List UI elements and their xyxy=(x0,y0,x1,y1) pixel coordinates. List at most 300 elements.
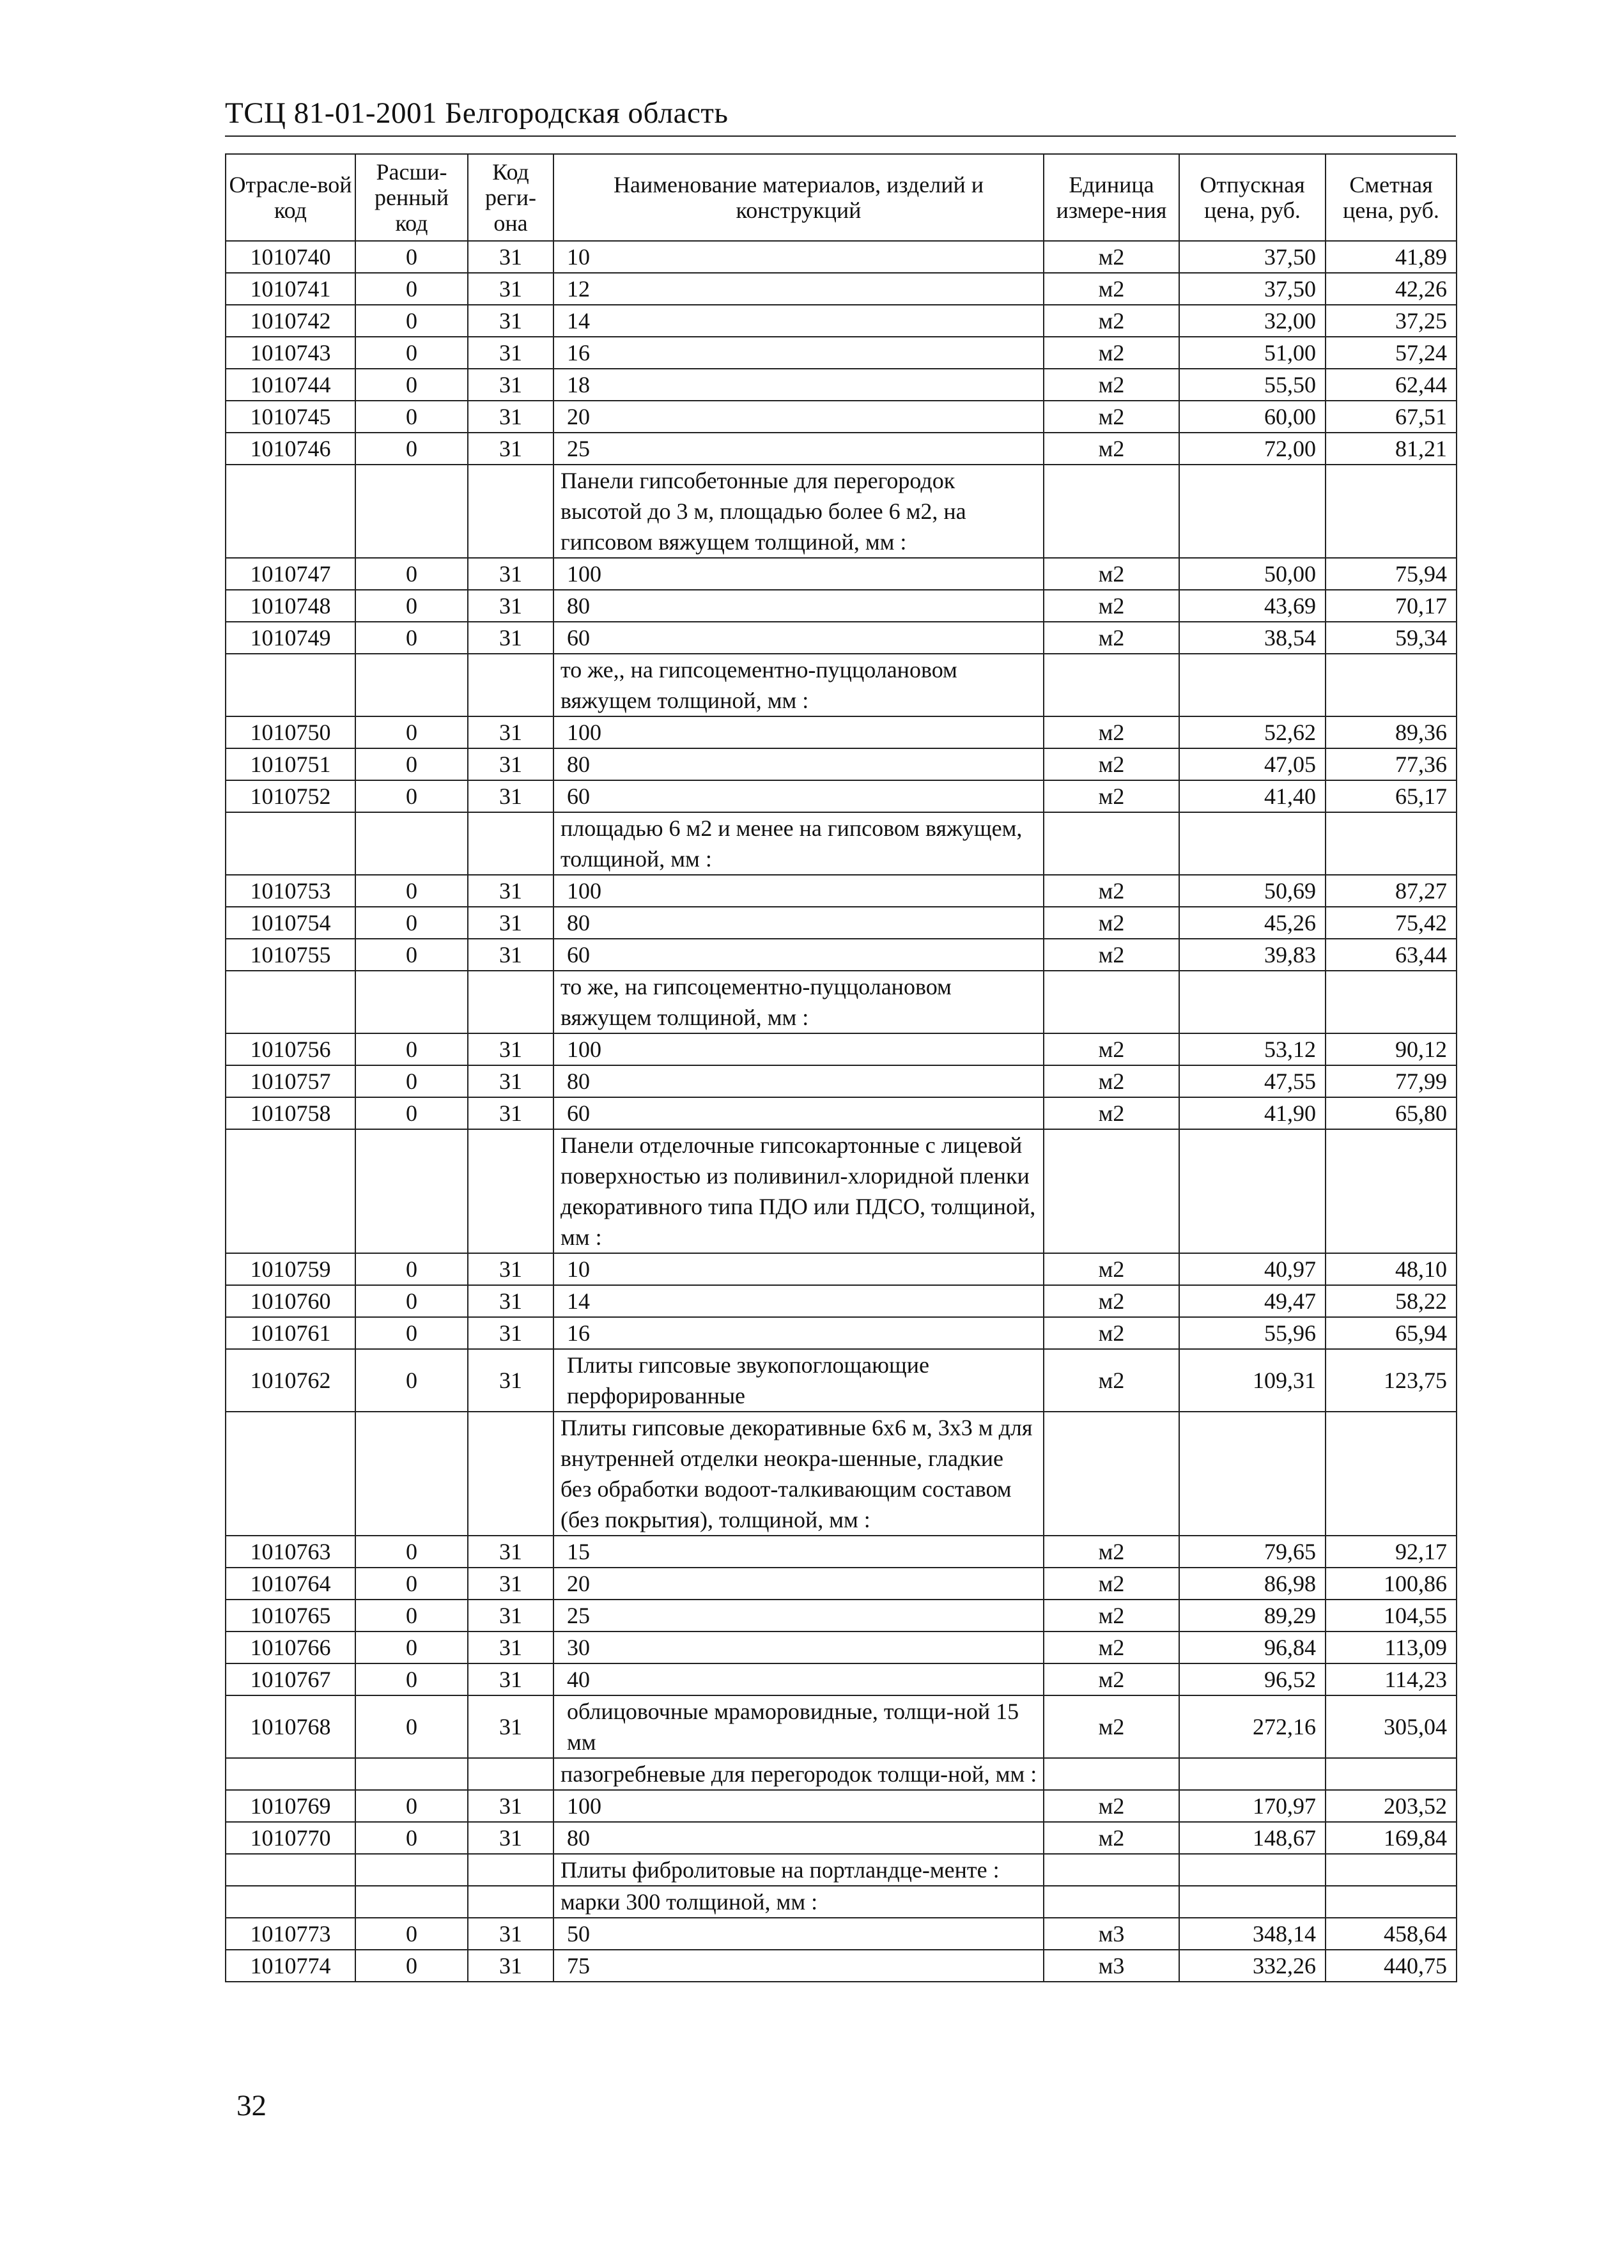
cell-region-code: 31 xyxy=(468,1600,553,1632)
cell-extended-code: 0 xyxy=(355,1568,468,1600)
cell-region-code: 31 xyxy=(468,401,553,433)
table-row xyxy=(226,401,1457,433)
cell-material-name: 80 xyxy=(553,748,1044,780)
cell-branch-code xyxy=(226,654,355,716)
cell-extended-code: 0 xyxy=(355,716,468,748)
cell-extended-code: 0 xyxy=(355,1285,468,1317)
cell-unit: м2 xyxy=(1044,1600,1179,1632)
table-row xyxy=(226,1253,1457,1285)
table-row xyxy=(226,1097,1457,1129)
cell-release-price: 60,00 xyxy=(1179,401,1326,433)
cell-extended-code xyxy=(355,1412,468,1536)
cell-material-name: площадью 6 м2 и менее на гипсовом вяжущем, толщиной, мм : xyxy=(553,812,1044,875)
table-row xyxy=(226,748,1457,780)
column-header-estimate-price: Сметная цена, руб. xyxy=(1326,154,1457,241)
cell-unit: м2 xyxy=(1044,1253,1179,1285)
cell-extended-code xyxy=(355,1886,468,1918)
cell-unit xyxy=(1044,1758,1179,1790)
cell-region-code xyxy=(468,812,553,875)
cell-extended-code: 0 xyxy=(355,401,468,433)
table-row xyxy=(226,337,1457,369)
cell-material-name: 100 xyxy=(553,875,1044,907)
cell-release-price: 37,50 xyxy=(1179,241,1326,273)
column-header-unit: Единица измере-ния xyxy=(1044,154,1179,241)
cell-region-code: 31 xyxy=(468,337,553,369)
table-row xyxy=(226,1285,1457,1317)
cell-estimate-price xyxy=(1326,1129,1457,1253)
cell-extended-code xyxy=(355,812,468,875)
cell-extended-code: 0 xyxy=(355,780,468,812)
cell-material-name: 75 xyxy=(553,1950,1044,1982)
cell-estimate-price: 62,44 xyxy=(1326,369,1457,401)
cell-unit: м2 xyxy=(1044,1790,1179,1822)
section-heading-row xyxy=(226,812,1457,875)
column-header-extended-code: Расши-ренный код xyxy=(355,154,468,241)
cell-region-code: 31 xyxy=(468,780,553,812)
cell-release-price: 49,47 xyxy=(1179,1285,1326,1317)
cell-region-code: 31 xyxy=(468,241,553,273)
cell-branch-code: 1010767 xyxy=(226,1663,355,1695)
cell-unit: м2 xyxy=(1044,558,1179,590)
cell-unit: м2 xyxy=(1044,780,1179,812)
section-heading-row xyxy=(226,971,1457,1033)
cell-extended-code: 0 xyxy=(355,1822,468,1854)
cell-region-code: 31 xyxy=(468,1536,553,1568)
cell-estimate-price: 100,86 xyxy=(1326,1568,1457,1600)
cell-material-name: 80 xyxy=(553,590,1044,622)
cell-material-name: Панели отделочные гипсокартонные с лицевой поверхностью из поливинил-хлоридной пленки декоративного типа ПДО или ПДСО, толщиной, мм : xyxy=(553,1129,1044,1253)
cell-branch-code: 1010743 xyxy=(226,337,355,369)
cell-release-price xyxy=(1179,1854,1326,1886)
cell-release-price: 37,50 xyxy=(1179,273,1326,305)
table-row xyxy=(226,433,1457,465)
cell-region-code: 31 xyxy=(468,1822,553,1854)
cell-region-code: 31 xyxy=(468,558,553,590)
cell-unit: м2 xyxy=(1044,1536,1179,1568)
cell-material-name: 12 xyxy=(553,273,1044,305)
cell-extended-code: 0 xyxy=(355,558,468,590)
table-row xyxy=(226,1065,1457,1097)
cell-region-code xyxy=(468,971,553,1033)
cell-branch-code xyxy=(226,1129,355,1253)
cell-estimate-price: 48,10 xyxy=(1326,1253,1457,1285)
cell-extended-code xyxy=(355,1758,468,1790)
cell-extended-code xyxy=(355,971,468,1033)
table-row xyxy=(226,1918,1457,1950)
cell-estimate-price xyxy=(1326,1886,1457,1918)
cell-region-code: 31 xyxy=(468,1568,553,1600)
cell-extended-code: 0 xyxy=(355,273,468,305)
cell-region-code: 31 xyxy=(468,939,553,971)
cell-material-name: 30 xyxy=(553,1632,1044,1663)
cell-material-name: 14 xyxy=(553,305,1044,337)
cell-release-price xyxy=(1179,465,1326,558)
cell-release-price: 348,14 xyxy=(1179,1918,1326,1950)
cell-branch-code xyxy=(226,1886,355,1918)
cell-branch-code: 1010760 xyxy=(226,1285,355,1317)
cell-estimate-price xyxy=(1326,971,1457,1033)
table-row xyxy=(226,1349,1457,1412)
cell-estimate-price: 75,42 xyxy=(1326,907,1457,939)
cell-extended-code: 0 xyxy=(355,1253,468,1285)
cell-estimate-price: 305,04 xyxy=(1326,1695,1457,1758)
cell-extended-code: 0 xyxy=(355,1632,468,1663)
cell-extended-code: 0 xyxy=(355,1695,468,1758)
cell-extended-code: 0 xyxy=(355,1790,468,1822)
cell-extended-code: 0 xyxy=(355,590,468,622)
cell-estimate-price: 87,27 xyxy=(1326,875,1457,907)
table-row xyxy=(226,305,1457,337)
cell-estimate-price: 90,12 xyxy=(1326,1033,1457,1065)
cell-material-name: 40 xyxy=(553,1663,1044,1695)
cell-region-code xyxy=(468,654,553,716)
cell-region-code: 31 xyxy=(468,622,553,654)
cell-unit xyxy=(1044,1412,1179,1536)
cell-material-name: 80 xyxy=(553,1822,1044,1854)
cell-region-code: 31 xyxy=(468,748,553,780)
cell-estimate-price: 57,24 xyxy=(1326,337,1457,369)
cell-region-code: 31 xyxy=(468,1695,553,1758)
cell-branch-code: 1010773 xyxy=(226,1918,355,1950)
cell-estimate-price: 92,17 xyxy=(1326,1536,1457,1568)
cell-extended-code: 0 xyxy=(355,1349,468,1412)
cell-release-price xyxy=(1179,1129,1326,1253)
cell-branch-code: 1010765 xyxy=(226,1600,355,1632)
cell-region-code xyxy=(468,465,553,558)
cell-release-price: 79,65 xyxy=(1179,1536,1326,1568)
cell-unit xyxy=(1044,971,1179,1033)
cell-region-code: 31 xyxy=(468,1918,553,1950)
cell-region-code: 31 xyxy=(468,907,553,939)
cell-estimate-price xyxy=(1326,654,1457,716)
cell-branch-code: 1010769 xyxy=(226,1790,355,1822)
cell-branch-code: 1010755 xyxy=(226,939,355,971)
page-number: 32 xyxy=(236,2089,267,2122)
cell-extended-code: 0 xyxy=(355,433,468,465)
table-row xyxy=(226,1790,1457,1822)
cell-estimate-price: 77,36 xyxy=(1326,748,1457,780)
cell-unit: м2 xyxy=(1044,1695,1179,1758)
cell-region-code: 31 xyxy=(468,433,553,465)
table-row xyxy=(226,875,1457,907)
cell-extended-code xyxy=(355,654,468,716)
cell-region-code: 31 xyxy=(468,1065,553,1097)
table-row xyxy=(226,241,1457,273)
cell-release-price: 39,83 xyxy=(1179,939,1326,971)
cell-region-code: 31 xyxy=(468,1632,553,1663)
cell-release-price: 55,50 xyxy=(1179,369,1326,401)
table-row xyxy=(226,1317,1457,1349)
cell-branch-code: 1010766 xyxy=(226,1632,355,1663)
cell-estimate-price: 65,17 xyxy=(1326,780,1457,812)
cell-extended-code: 0 xyxy=(355,907,468,939)
cell-release-price: 55,96 xyxy=(1179,1317,1326,1349)
table-row xyxy=(226,907,1457,939)
cell-material-name: 100 xyxy=(553,558,1044,590)
table-row xyxy=(226,1600,1457,1632)
table-body xyxy=(226,241,1457,1982)
cell-unit: м2 xyxy=(1044,1632,1179,1663)
cell-branch-code: 1010742 xyxy=(226,305,355,337)
cell-region-code: 31 xyxy=(468,1285,553,1317)
cell-release-price: 96,84 xyxy=(1179,1632,1326,1663)
table-row xyxy=(226,1632,1457,1663)
cell-unit xyxy=(1044,1886,1179,1918)
cell-release-price: 45,26 xyxy=(1179,907,1326,939)
cell-release-price: 41,40 xyxy=(1179,780,1326,812)
column-header-release-price: Отпускная цена, руб. xyxy=(1179,154,1326,241)
column-header-material-name: Наименование материалов, изделий и конструкций xyxy=(553,154,1044,241)
table-header-row xyxy=(226,154,1457,241)
cell-branch-code: 1010750 xyxy=(226,716,355,748)
cell-estimate-price: 70,17 xyxy=(1326,590,1457,622)
cell-material-name: 50 xyxy=(553,1918,1044,1950)
cell-extended-code: 0 xyxy=(355,1600,468,1632)
cell-estimate-price: 41,89 xyxy=(1326,241,1457,273)
cell-branch-code: 1010747 xyxy=(226,558,355,590)
cell-region-code xyxy=(468,1129,553,1253)
cell-extended-code: 0 xyxy=(355,939,468,971)
cell-estimate-price: 37,25 xyxy=(1326,305,1457,337)
cell-branch-code: 1010752 xyxy=(226,780,355,812)
cell-unit: м3 xyxy=(1044,1918,1179,1950)
cell-region-code: 31 xyxy=(468,1663,553,1695)
cell-material-name: 16 xyxy=(553,337,1044,369)
price-table xyxy=(225,153,1457,1982)
cell-material-name: 25 xyxy=(553,1600,1044,1632)
cell-release-price: 109,31 xyxy=(1179,1349,1326,1412)
cell-release-price: 47,55 xyxy=(1179,1065,1326,1097)
cell-estimate-price: 440,75 xyxy=(1326,1950,1457,1982)
cell-unit: м2 xyxy=(1044,1317,1179,1349)
cell-branch-code: 1010744 xyxy=(226,369,355,401)
cell-release-price: 148,67 xyxy=(1179,1822,1326,1854)
cell-branch-code: 1010758 xyxy=(226,1097,355,1129)
table-row xyxy=(226,1033,1457,1065)
cell-extended-code: 0 xyxy=(355,241,468,273)
table-row xyxy=(226,369,1457,401)
cell-branch-code xyxy=(226,465,355,558)
cell-estimate-price xyxy=(1326,1854,1457,1886)
cell-release-price: 272,16 xyxy=(1179,1695,1326,1758)
cell-branch-code: 1010751 xyxy=(226,748,355,780)
cell-unit: м2 xyxy=(1044,1033,1179,1065)
cell-branch-code xyxy=(226,1854,355,1886)
cell-branch-code xyxy=(226,1412,355,1536)
cell-release-price: 47,05 xyxy=(1179,748,1326,780)
table-row xyxy=(226,273,1457,305)
cell-release-price: 52,62 xyxy=(1179,716,1326,748)
section-heading-row xyxy=(226,654,1457,716)
section-heading-row xyxy=(226,1412,1457,1536)
table-row xyxy=(226,939,1457,971)
cell-unit: м2 xyxy=(1044,1065,1179,1097)
cell-unit: м2 xyxy=(1044,939,1179,971)
column-header-branch-code: Отрасле-вой код xyxy=(226,154,355,241)
cell-estimate-price: 123,75 xyxy=(1326,1349,1457,1412)
table-row xyxy=(226,590,1457,622)
cell-estimate-price: 89,36 xyxy=(1326,716,1457,748)
cell-material-name: Плиты фибролитовые на портландце-менте : xyxy=(553,1854,1044,1886)
table-row xyxy=(226,1536,1457,1568)
cell-material-name: 60 xyxy=(553,1097,1044,1129)
table-row xyxy=(226,558,1457,590)
cell-unit: м2 xyxy=(1044,622,1179,654)
cell-unit xyxy=(1044,812,1179,875)
cell-estimate-price: 77,99 xyxy=(1326,1065,1457,1097)
cell-estimate-price: 169,84 xyxy=(1326,1822,1457,1854)
cell-branch-code xyxy=(226,971,355,1033)
cell-unit: м2 xyxy=(1044,273,1179,305)
cell-extended-code: 0 xyxy=(355,1033,468,1065)
cell-region-code: 31 xyxy=(468,1033,553,1065)
cell-material-name: Плиты гипсовые декоративные 6х6 м, 3х3 м для внутренней отделки неокра-шенные, гладкие без обработки водоот-талкивающим составом (без покрытия), толщиной, мм : xyxy=(553,1412,1044,1536)
cell-release-price: 53,12 xyxy=(1179,1033,1326,1065)
section-heading-row xyxy=(226,465,1457,558)
cell-estimate-price: 58,22 xyxy=(1326,1285,1457,1317)
cell-unit: м2 xyxy=(1044,1568,1179,1600)
cell-material-name: 60 xyxy=(553,780,1044,812)
cell-extended-code: 0 xyxy=(355,748,468,780)
cell-release-price: 43,69 xyxy=(1179,590,1326,622)
cell-unit: м3 xyxy=(1044,1950,1179,1982)
cell-release-price: 41,90 xyxy=(1179,1097,1326,1129)
cell-extended-code: 0 xyxy=(355,1663,468,1695)
cell-release-price: 40,97 xyxy=(1179,1253,1326,1285)
cell-release-price xyxy=(1179,971,1326,1033)
cell-unit: м2 xyxy=(1044,1822,1179,1854)
cell-release-price xyxy=(1179,1412,1326,1536)
cell-release-price: 32,00 xyxy=(1179,305,1326,337)
cell-material-name: 10 xyxy=(553,1253,1044,1285)
cell-estimate-price: 42,26 xyxy=(1326,273,1457,305)
cell-region-code xyxy=(468,1886,553,1918)
cell-region-code: 31 xyxy=(468,1097,553,1129)
cell-unit: м2 xyxy=(1044,1285,1179,1317)
cell-release-price: 72,00 xyxy=(1179,433,1326,465)
cell-branch-code xyxy=(226,1758,355,1790)
cell-unit xyxy=(1044,465,1179,558)
cell-extended-code: 0 xyxy=(355,1065,468,1097)
cell-estimate-price: 458,64 xyxy=(1326,1918,1457,1950)
cell-unit: м2 xyxy=(1044,1663,1179,1695)
cell-material-name: 100 xyxy=(553,1033,1044,1065)
cell-region-code: 31 xyxy=(468,369,553,401)
cell-extended-code: 0 xyxy=(355,337,468,369)
cell-estimate-price xyxy=(1326,1758,1457,1790)
table-row xyxy=(226,1695,1457,1758)
cell-extended-code: 0 xyxy=(355,1950,468,1982)
cell-branch-code: 1010774 xyxy=(226,1950,355,1982)
cell-material-name: 15 xyxy=(553,1536,1044,1568)
cell-material-name: облицовочные мраморовидные, толщи-ной 15 мм xyxy=(553,1695,1044,1758)
table-row xyxy=(226,1822,1457,1854)
cell-material-name: 80 xyxy=(553,907,1044,939)
cell-branch-code: 1010757 xyxy=(226,1065,355,1097)
cell-branch-code: 1010745 xyxy=(226,401,355,433)
cell-material-name: 60 xyxy=(553,939,1044,971)
cell-estimate-price: 65,80 xyxy=(1326,1097,1457,1129)
cell-material-name: марки 300 толщиной, мм : xyxy=(553,1886,1044,1918)
cell-branch-code: 1010741 xyxy=(226,273,355,305)
cell-branch-code: 1010756 xyxy=(226,1033,355,1065)
cell-extended-code xyxy=(355,1129,468,1253)
cell-extended-code xyxy=(355,1854,468,1886)
table-row xyxy=(226,780,1457,812)
table-row xyxy=(226,1568,1457,1600)
cell-region-code: 31 xyxy=(468,1349,553,1412)
table-row xyxy=(226,1950,1457,1982)
cell-unit: м2 xyxy=(1044,1349,1179,1412)
cell-extended-code: 0 xyxy=(355,305,468,337)
cell-estimate-price: 63,44 xyxy=(1326,939,1457,971)
cell-branch-code xyxy=(226,812,355,875)
cell-unit xyxy=(1044,1854,1179,1886)
cell-unit: м2 xyxy=(1044,907,1179,939)
cell-unit xyxy=(1044,654,1179,716)
cell-material-name: 60 xyxy=(553,622,1044,654)
cell-extended-code: 0 xyxy=(355,369,468,401)
cell-estimate-price: 113,09 xyxy=(1326,1632,1457,1663)
cell-estimate-price xyxy=(1326,465,1457,558)
cell-release-price xyxy=(1179,812,1326,875)
cell-material-name: 80 xyxy=(553,1065,1044,1097)
cell-unit: м2 xyxy=(1044,716,1179,748)
cell-estimate-price xyxy=(1326,1412,1457,1536)
cell-region-code xyxy=(468,1854,553,1886)
section-heading-row xyxy=(226,1129,1457,1253)
cell-material-name: 14 xyxy=(553,1285,1044,1317)
cell-region-code xyxy=(468,1412,553,1536)
price-table-container xyxy=(225,153,1456,1982)
cell-region-code: 31 xyxy=(468,716,553,748)
cell-release-price xyxy=(1179,1886,1326,1918)
cell-release-price: 332,26 xyxy=(1179,1950,1326,1982)
cell-material-name: 25 xyxy=(553,433,1044,465)
cell-region-code xyxy=(468,1758,553,1790)
cell-material-name: 20 xyxy=(553,1568,1044,1600)
cell-unit: м2 xyxy=(1044,590,1179,622)
section-heading-row xyxy=(226,1886,1457,1918)
cell-material-name: Плиты гипсовые звукопоглощающие перфорированные xyxy=(553,1349,1044,1412)
cell-material-name: пазогребневые для перегородок толщи-ной, мм : xyxy=(553,1758,1044,1790)
cell-estimate-price xyxy=(1326,812,1457,875)
cell-region-code: 31 xyxy=(468,1253,553,1285)
cell-unit: м2 xyxy=(1044,241,1179,273)
cell-branch-code: 1010740 xyxy=(226,241,355,273)
cell-unit: м2 xyxy=(1044,337,1179,369)
cell-material-name: 100 xyxy=(553,716,1044,748)
cell-branch-code: 1010764 xyxy=(226,1568,355,1600)
cell-region-code: 31 xyxy=(468,305,553,337)
cell-material-name: 18 xyxy=(553,369,1044,401)
cell-release-price: 86,98 xyxy=(1179,1568,1326,1600)
cell-unit: м2 xyxy=(1044,748,1179,780)
column-header-region-code: Код реги-она xyxy=(468,154,553,241)
cell-material-name: 10 xyxy=(553,241,1044,273)
cell-region-code: 31 xyxy=(468,1790,553,1822)
cell-extended-code xyxy=(355,465,468,558)
cell-material-name: то же,, на гипсоцементно-пуццолановом вяжущем толщиной, мм : xyxy=(553,654,1044,716)
cell-extended-code: 0 xyxy=(355,1536,468,1568)
cell-estimate-price: 67,51 xyxy=(1326,401,1457,433)
cell-extended-code: 0 xyxy=(355,1097,468,1129)
cell-estimate-price: 114,23 xyxy=(1326,1663,1457,1695)
cell-material-name: то же, на гипсоцементно-пуццолановом вяжущем толщиной, мм : xyxy=(553,971,1044,1033)
table-row xyxy=(226,716,1457,748)
cell-release-price: 51,00 xyxy=(1179,337,1326,369)
cell-release-price: 38,54 xyxy=(1179,622,1326,654)
